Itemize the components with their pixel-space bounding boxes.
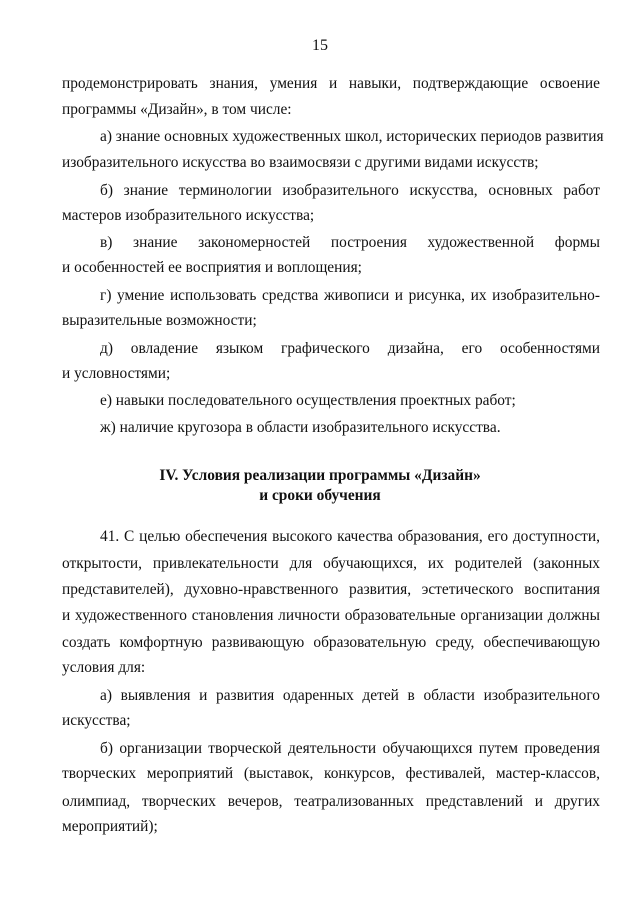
text-line: выразительные возможности; [62,312,257,329]
section-heading-line2: и сроки обучения [259,487,381,504]
text-line: условия для: [62,659,146,676]
paragraph-41-line: 41. С целью обеспечения высокого качества образования, его доступности, [100,528,600,545]
list-item-d-line: д) овладение языком графического дизайна, его особенностями [100,340,600,357]
list-item-a-line: а) выявления и развития одаренных детей в области изобразительного [100,687,600,704]
text-line: мастеров изобразительного искусства; [62,207,315,224]
text-line: изобразительного искусства во взаимосвязи с другими видами искусств; [62,154,539,171]
text-line: и условностями; [62,365,171,382]
text-line: и художественного становления личности образовательные организации должны [62,607,600,624]
text-line: открытости, привлекательности для обучающихся, их родителей (законных [62,555,600,572]
text-line: творческих мероприятий (выставок, конкурсов, фестивалей, мастер-классов, [62,765,600,782]
text-line: продемонстрировать знания, умения и навыки, подтверждающие освоение [62,75,600,92]
list-item-b-line: б) организации творческой деятельности обучающихся путем проведения [100,740,600,757]
text-line: мероприятий); [62,818,158,835]
list-item-e-line: е) навыки последовательного осуществления проектных работ; [100,392,516,409]
page-number: 15 [312,37,328,54]
text-line: представителей), духовно-нравственного развития, эстетического воспитания [62,581,600,598]
text-line: искусства; [62,712,131,729]
text-line: олимпиад, творческих вечеров, театрализованных представлений и других [62,793,600,810]
list-item-v-line: в) знание закономерностей построения художественной формы [100,234,600,251]
text-line: создать комфортную развивающую образовательную среду, обеспечивающую [62,634,600,651]
text-line: и особенностей ее восприятия и воплощения; [62,259,362,276]
list-item-a-line: а) знание основных художественных школ, исторических периодов развития [100,128,604,145]
text-line: программы «Дизайн», в том числе: [62,101,292,118]
section-heading-line1: IV. Условия реализации программы «Дизайн» [159,467,481,484]
list-item-g-line: г) умение использовать средства живописи и рисунка, их изобразительно- [100,287,600,304]
list-item-b-line: б) знание терминологии изобразительного искусства, основных работ [100,182,600,199]
list-item-zh-line: ж) наличие кругозора в области изобразительного искусства. [100,419,501,436]
